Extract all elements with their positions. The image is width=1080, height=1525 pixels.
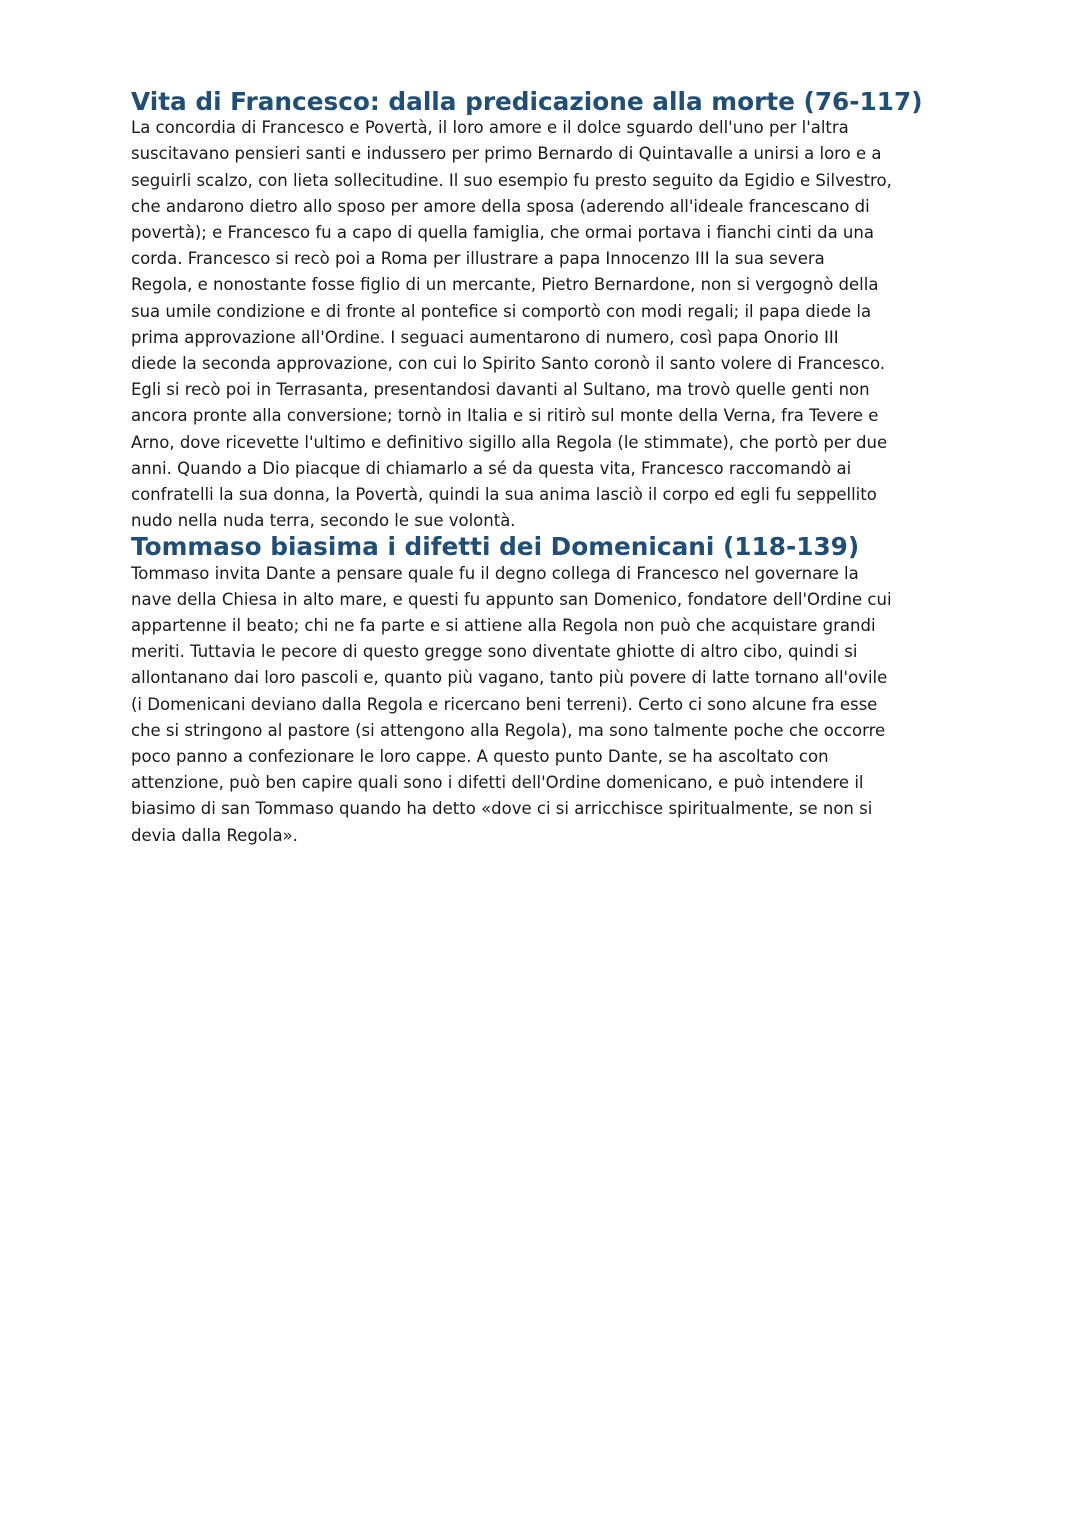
- text-line: anni. Quando a Dio piacque di chiamarlo a sé da questa vita, Francesco raccomandò ai: [131, 458, 852, 478]
- text-line: attenzione, può ben capire quali sono i difetti dell'Ordine domenicano, e può intendere il: [131, 773, 864, 793]
- text-line: prima approvazione all'Ordine. I seguaci aumentarono di numero, così papa Onorio III: [131, 327, 839, 347]
- text-line: Egli si recò poi in Terrasanta, presentandosi davanti al Sultano, ma trovò quelle genti non: [131, 380, 870, 400]
- text-line: ancora pronte alla conversione; tornò in Italia e si ritirò sul monte della Verna, fra Tevere e: [131, 406, 879, 426]
- text-line: suscitavano pensieri santi e indussero per primo Bernardo di Quintavalle a unirsi a loro e a: [131, 144, 882, 164]
- section-vita-di-francesco: [131, 89, 951, 534]
- text-line: allontanano dai loro pascoli e, quanto più vagano, tanto più povere di latte tornano all'ovile: [131, 668, 888, 688]
- text-line: Regola, e nonostante fosse figlio di un mercante, Pietro Bernardone, non si vergognò della: [131, 275, 879, 295]
- text-line: meriti. Tuttavia le pecore di questo gregge sono diventate ghiotte di altro cibo, quindi si: [131, 642, 858, 662]
- text-line: devia dalla Regola».: [131, 825, 298, 845]
- text-line: appartenne il beato; chi ne fa parte e si attiene alla Regola non può che acquistare grandi: [131, 616, 876, 636]
- text-line: che si stringono al pastore (si attengono alla Regola), ma sono talmente poche che occorre: [131, 720, 886, 740]
- text-line: che andarono dietro allo sposo per amore della sposa (aderendo all'ideale francescano di: [131, 196, 870, 216]
- section-tommaso-domenicani: [131, 534, 951, 848]
- text-line: seguirli scalzo, con lieta sollecitudine. Il suo esempio fu presto seguito da Egidio e Silvestro,: [131, 170, 892, 190]
- text-line: Arno, dove ricevette l'ultimo e definitivo sigillo alla Regola (le stimmate), che portò per due: [131, 432, 888, 452]
- document-page: [131, 89, 951, 849]
- text-line: biasimo di san Tommaso quando ha detto «dove ci si arricchisce spiritualmente, se non si: [131, 799, 873, 819]
- text-line: nudo nella nuda terra, secondo le sue volontà.: [131, 511, 516, 531]
- text-line: sua umile condizione e di fronte al pontefice si comportò con modi regali; il papa diede la: [131, 301, 872, 321]
- text-line: confratelli la sua donna, la Povertà, quindi la sua anima lasciò il corpo ed egli fu seppellito: [131, 485, 877, 505]
- text-line: Tommaso invita Dante a pensare quale fu il degno collega di Francesco nel governare la: [131, 563, 859, 583]
- text-line: nave della Chiesa in alto mare, e questi fu appunto san Domenico, fondatore dell'Ordine cui: [131, 589, 892, 609]
- section-paragraph: [131, 115, 951, 534]
- section-paragraph: [131, 561, 951, 849]
- text-line: corda. Francesco si recò poi a Roma per illustrare a papa Innocenzo III la sua severa: [131, 249, 825, 269]
- text-line: povertà); e Francesco fu a capo di quella famiglia, che ormai portava i fianchi cinti da una: [131, 223, 874, 243]
- text-line: diede la seconda approvazione, con cui lo Spirito Santo coronò il santo volere di Francesco.: [131, 354, 885, 374]
- section-heading: Tommaso biasima i difetti dei Domenicani (118-139): [131, 532, 860, 562]
- text-line: (i Domenicani deviano dalla Regola e ricercano beni terreni). Certo ci sono alcune fra esse: [131, 694, 878, 714]
- section-heading: Vita di Francesco: dalla predicazione alla morte (76-117): [131, 87, 923, 116]
- text-line: La concordia di Francesco e Povertà, il loro amore e il dolce sguardo dell'uno per l'altra: [131, 118, 849, 138]
- text-line: poco panno a confezionare le loro cappe. A questo punto Dante, se ha ascoltato con: [131, 747, 829, 767]
